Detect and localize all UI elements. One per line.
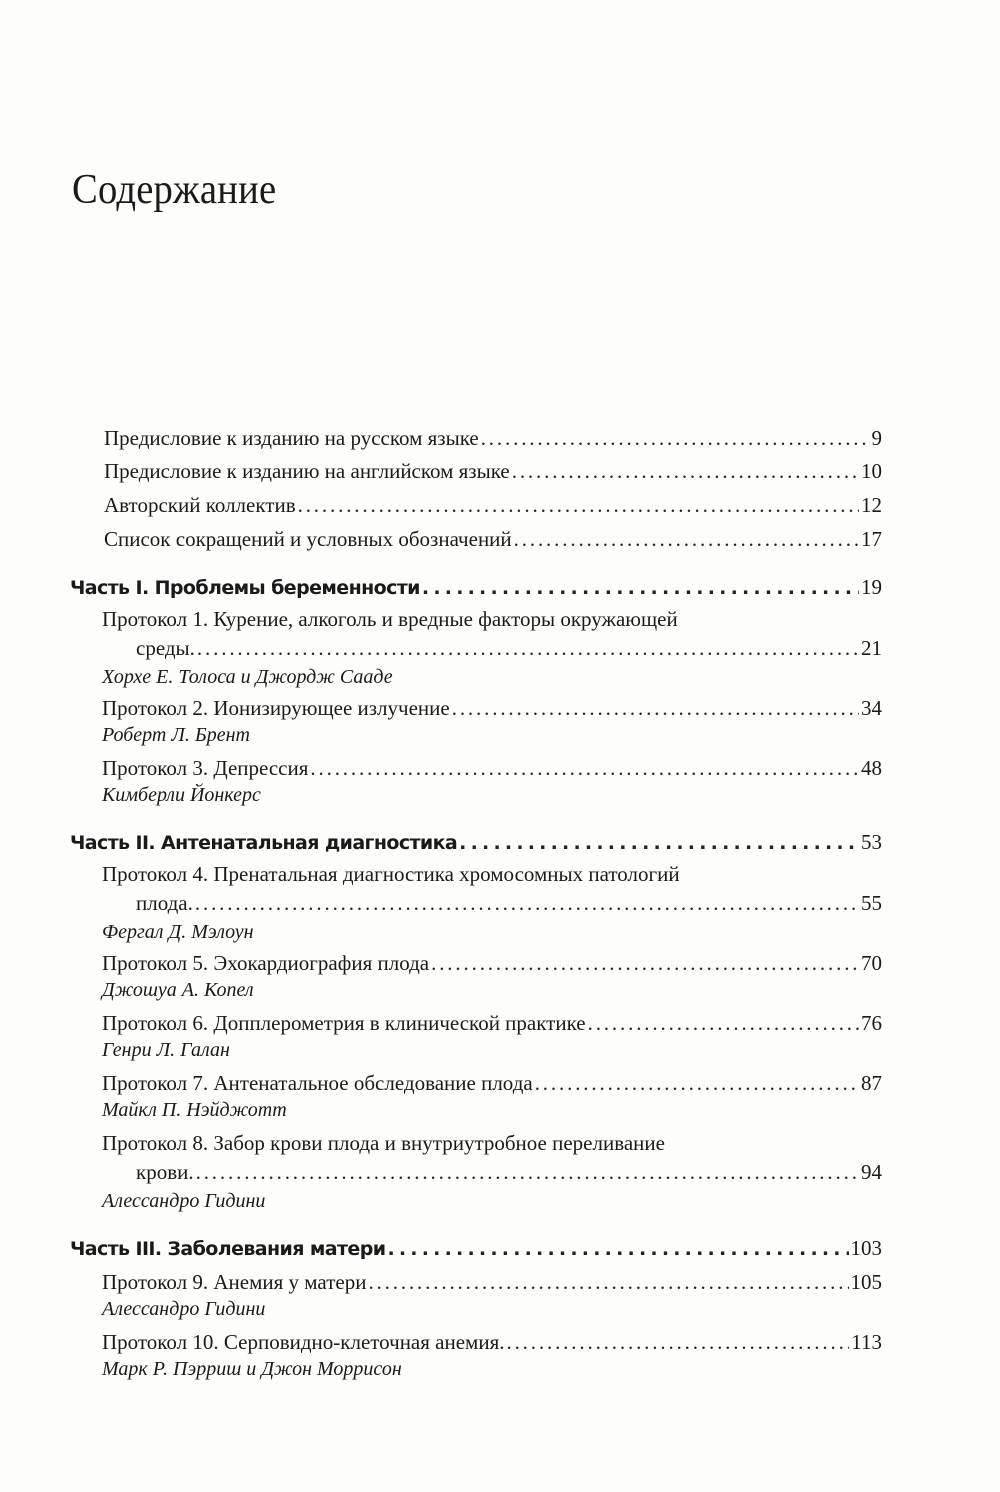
dot-leader <box>481 425 870 451</box>
dot-leader <box>368 1269 848 1295</box>
toc-page-number: 113 <box>851 1330 882 1354</box>
dot-leader <box>514 526 859 552</box>
toc-entry-title: Протокол 5. Эхокардиография плода <box>102 951 430 975</box>
dot-leader <box>459 830 859 856</box>
toc-protocol-6 <box>102 1010 882 1036</box>
toc-protocol-8 <box>136 1159 882 1185</box>
toc-page-number: 94 <box>861 1160 882 1184</box>
toc-page-number: 48 <box>861 756 882 780</box>
toc-author: Алессандро Гидини <box>102 1298 266 1320</box>
toc-entry-preface-ru <box>104 425 882 451</box>
toc-protocol-8-line1: Протокол 8. Забор крови плода и внутриутробное переливание <box>102 1131 665 1155</box>
toc-page-number: 70 <box>861 951 882 975</box>
toc-author: Фергал Д. Мэлоун <box>102 921 254 943</box>
toc-page-number: 9 <box>871 426 882 450</box>
dot-leader <box>298 492 859 518</box>
dot-leader <box>387 1236 848 1262</box>
toc-page-number: 105 <box>850 1270 882 1294</box>
toc-entry-title: Протокол 3. Депрессия <box>102 756 309 780</box>
toc-page-number: 103 <box>850 1236 882 1260</box>
toc-protocol-1 <box>136 635 882 661</box>
toc-page-number: 76 <box>861 1011 882 1035</box>
toc-entry-title: Список сокращений и условных обозначений <box>104 527 512 551</box>
toc-page-number: 21 <box>861 636 882 660</box>
dot-leader <box>512 458 859 484</box>
dot-leader <box>422 575 859 601</box>
toc-protocol-7 <box>102 1070 882 1096</box>
dot-leader <box>431 950 859 976</box>
toc-part-3 <box>70 1235 882 1262</box>
toc-author: Джошуа А. Копел <box>102 979 254 1001</box>
toc-protocol-4 <box>136 890 882 916</box>
dot-leader <box>197 635 859 661</box>
page-title: Содержание <box>72 167 277 214</box>
toc-page-number: 12 <box>861 493 882 517</box>
toc-author: Хорхе Е. Толоса и Джордж Сааде <box>102 666 393 688</box>
toc-part-1 <box>70 574 882 601</box>
toc-author: Алессандро Гидини <box>102 1190 266 1212</box>
toc-page-number: 17 <box>861 527 882 551</box>
toc-entry-title: Протокол 7. Антенатальное обследование плода <box>102 1071 533 1095</box>
toc-author: Кимберли Йонкерс <box>102 784 261 806</box>
toc-page-number: 87 <box>861 1071 882 1095</box>
toc-protocol-4-line1: Протокол 4. Пренатальная диагностика хромосомных патологий <box>102 862 680 886</box>
toc-entry-title: плода. <box>136 891 193 915</box>
dot-leader <box>452 695 859 721</box>
toc-author: Роберт Л. Брент <box>102 724 250 746</box>
toc-page-number: 34 <box>861 696 882 720</box>
toc-page-number: 55 <box>861 891 882 915</box>
toc-page-number: 19 <box>861 575 882 599</box>
dot-leader <box>310 755 859 781</box>
toc-entry-title: Авторский коллектив <box>104 493 296 517</box>
toc-part-title: Часть III. Заболевания матери <box>70 1238 386 1260</box>
dot-leader <box>506 1329 849 1355</box>
toc-entry-preface-en <box>104 458 882 484</box>
dot-leader <box>195 890 859 916</box>
toc-author: Генри Л. Галан <box>102 1039 230 1061</box>
dot-leader <box>535 1070 859 1096</box>
toc-part-2 <box>70 829 882 856</box>
toc-entry-title: крови. <box>136 1160 194 1184</box>
toc-entry-title: среды. <box>136 636 195 660</box>
dot-leader <box>196 1159 859 1185</box>
toc-entry-title: Протокол 2. Ионизирующее излучение <box>102 696 450 720</box>
toc-protocol-5 <box>102 950 882 976</box>
toc-author: Марк Р. Пэрриш и Джон Моррисон <box>102 1358 402 1380</box>
toc-page-number: 53 <box>861 830 882 854</box>
dot-leader <box>588 1010 859 1036</box>
toc-entry-title: Протокол 9. Анемия у матери <box>102 1270 367 1294</box>
toc-part-title: Часть I. Проблемы беременности <box>70 577 420 599</box>
toc-entry-title: Протокол 10. Серповидно-клеточная анемия. <box>102 1330 505 1354</box>
toc-entry-title: Предисловие к изданию на английском языке <box>104 459 510 483</box>
toc-protocol-9 <box>102 1269 882 1295</box>
toc-entry-authors <box>104 492 882 518</box>
toc-protocol-2 <box>102 695 882 721</box>
toc-part-title: Часть II. Антенатальная диагностика <box>70 832 458 854</box>
toc-entry-title: Протокол 6. Допплерометрия в клинической практике <box>102 1011 586 1035</box>
toc-protocol-1-line1: Протокол 1. Курение, алкоголь и вредные факторы окружающей <box>102 607 678 631</box>
toc-protocol-3 <box>102 755 882 781</box>
toc-page-number: 10 <box>861 459 882 483</box>
toc-protocol-10 <box>102 1329 882 1355</box>
toc-entry-abbreviations <box>104 526 882 552</box>
toc-entry-title: Предисловие к изданию на русском языке <box>104 426 479 450</box>
toc-author: Майкл П. Нэйджотт <box>102 1099 287 1121</box>
